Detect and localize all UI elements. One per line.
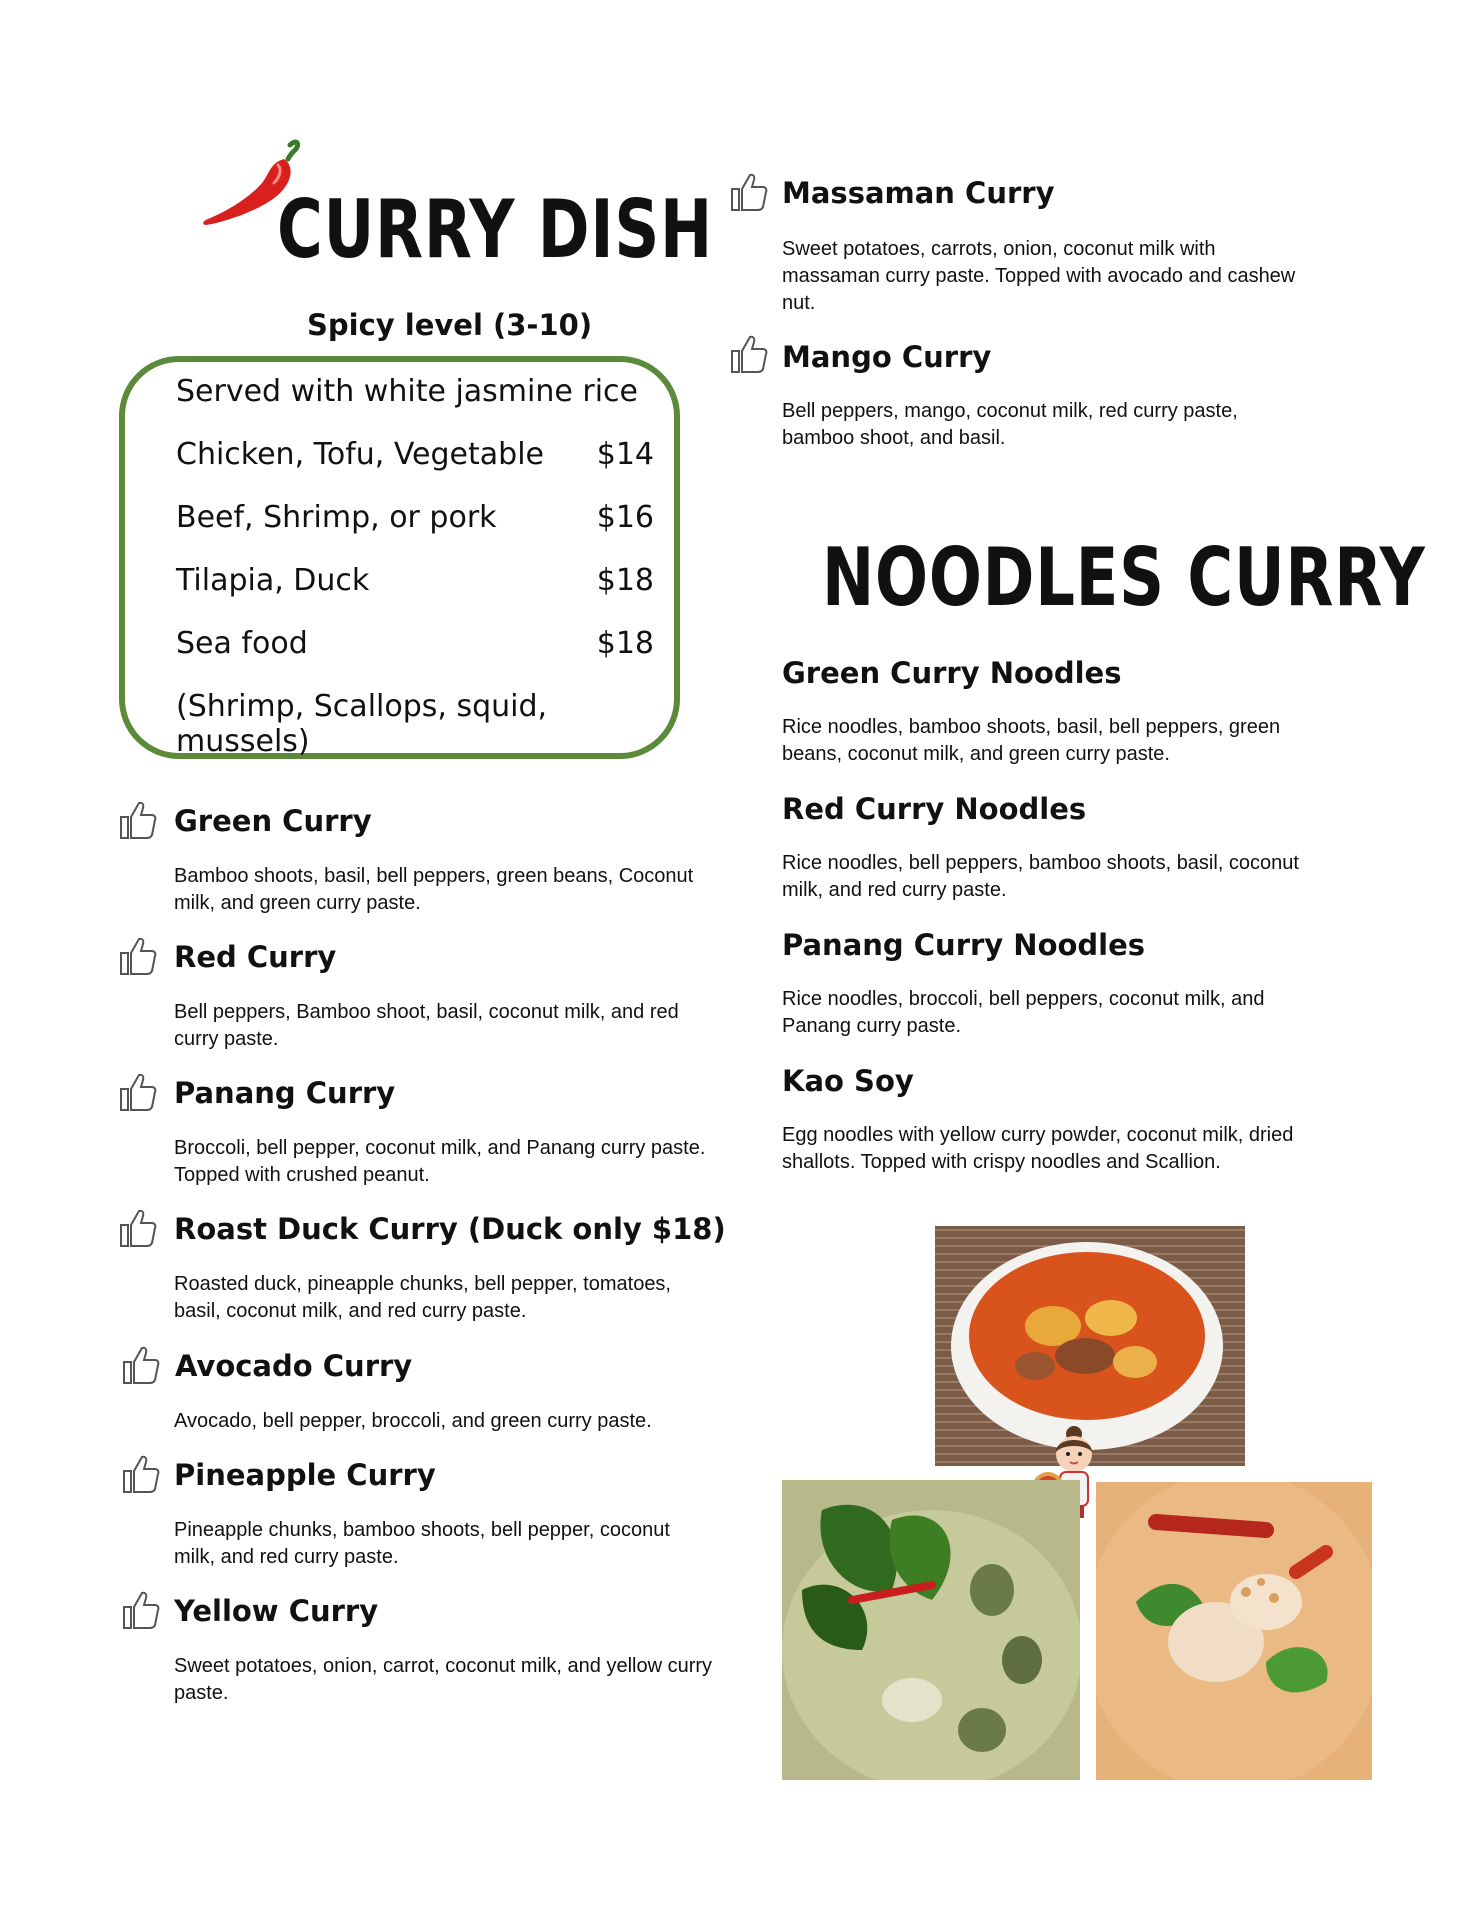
menu-item-title: Panang Curry Noodles (782, 928, 1146, 962)
menu-item-title: Green Curry Noodles (782, 656, 1122, 690)
menu-item-title: Pineapple Curry (174, 1458, 436, 1492)
price-row (176, 437, 654, 472)
menu-item-title: Panang Curry (174, 1076, 396, 1110)
seafood-note: (Shrimp, Scallops, squid, mussels) (176, 689, 548, 759)
served-note: Served with white jasmine rice (176, 374, 638, 409)
menu-item-desc: Rice noodles, broccoli, bell peppers, coconut milk, and Panang curry paste. (782, 988, 1265, 1037)
price-label: Chicken, Tofu, Vegetable (176, 437, 544, 472)
menu-item-desc: Egg noodles with yellow curry powder, coconut milk, dried shallots. Topped with crispy noodles and Scallion. (782, 1124, 1294, 1173)
price-box (119, 356, 680, 759)
menu-item-title: Kao Soy (782, 1064, 914, 1098)
price-row (176, 500, 654, 535)
menu-item-desc: Avocado, bell pepper, broccoli, and green curry paste. (174, 1410, 652, 1432)
noodles-title: NOODLES CURRY (822, 531, 1426, 624)
thumbs-up-icon (120, 1590, 160, 1630)
thumbs-up-icon (728, 334, 768, 374)
photo-shrimp-curry (1096, 1482, 1372, 1780)
menu-item-desc: Sweet potatoes, carrots, onion, coconut milk with massaman curry paste. Topped with avocado and cashew nut. (782, 238, 1296, 314)
menu-item-title: Mango Curry (782, 340, 992, 374)
price-label: Sea food (176, 626, 308, 661)
price-row (176, 626, 654, 661)
menu-item-title: Green Curry (174, 804, 372, 838)
menu-item-desc: Rice noodles, bamboo shoots, basil, bell peppers, green beans, coconut milk, and green curry paste. (782, 716, 1281, 765)
thumbs-up-icon (117, 800, 157, 840)
price-label: Beef, Shrimp, or pork (176, 500, 497, 535)
menu-item-title: Avocado Curry (175, 1349, 413, 1383)
menu-item-desc: Bell peppers, mango, coconut milk, red curry paste, bamboo shoot, and basil. (782, 400, 1238, 449)
price-row (176, 563, 654, 598)
price-label: Tilapia, Duck (176, 563, 370, 598)
menu-item-desc: Broccoli, bell pepper, coconut milk, and Panang curry paste. Topped with crushed peanut. (174, 1137, 706, 1186)
menu-item-desc: Rice noodles, bell peppers, bamboo shoots, basil, coconut milk, and red curry paste. (782, 852, 1299, 901)
price-value: $18 (596, 626, 654, 661)
thumbs-up-icon (117, 1072, 157, 1112)
menu-item-desc: Roasted duck, pineapple chunks, bell pepper, tomatoes, basil, coconut milk, and red curry paste. (174, 1273, 671, 1322)
menu-item-desc: Bamboo shoots, basil, bell peppers, green beans, Coconut milk, and green curry paste. (174, 865, 694, 914)
thumbs-up-icon (120, 1454, 160, 1494)
menu-item-desc: Pineapple chunks, bamboo shoots, bell pepper, coconut milk, and red curry paste. (174, 1519, 670, 1568)
photo-green-curry (782, 1480, 1080, 1780)
menu-item-title: Red Curry Noodles (782, 792, 1087, 826)
thumbs-up-icon (120, 1345, 160, 1385)
menu-item-desc: Bell peppers, Bamboo shoot, basil, coconut milk, and red curry paste. (174, 1001, 679, 1050)
menu-item-desc: Sweet potatoes, onion, carrot, coconut milk, and yellow curry paste. (174, 1655, 713, 1704)
menu-item-title: Roast Duck Curry (Duck only $18) (174, 1212, 726, 1246)
thumbs-up-icon (117, 936, 157, 976)
page-title: CURRY DISH (277, 183, 714, 276)
menu-item-title: Massaman Curry (782, 176, 1055, 210)
spicy-level-label: Spicy level (3-10) (307, 308, 593, 342)
menu-item-title: Yellow Curry (174, 1594, 379, 1628)
price-value: $16 (596, 500, 654, 535)
price-value: $18 (596, 563, 654, 598)
menu-item-title: Red Curry (174, 940, 337, 974)
price-value: $14 (596, 437, 654, 472)
thumbs-up-icon (117, 1208, 157, 1248)
thumbs-up-icon (728, 172, 768, 212)
